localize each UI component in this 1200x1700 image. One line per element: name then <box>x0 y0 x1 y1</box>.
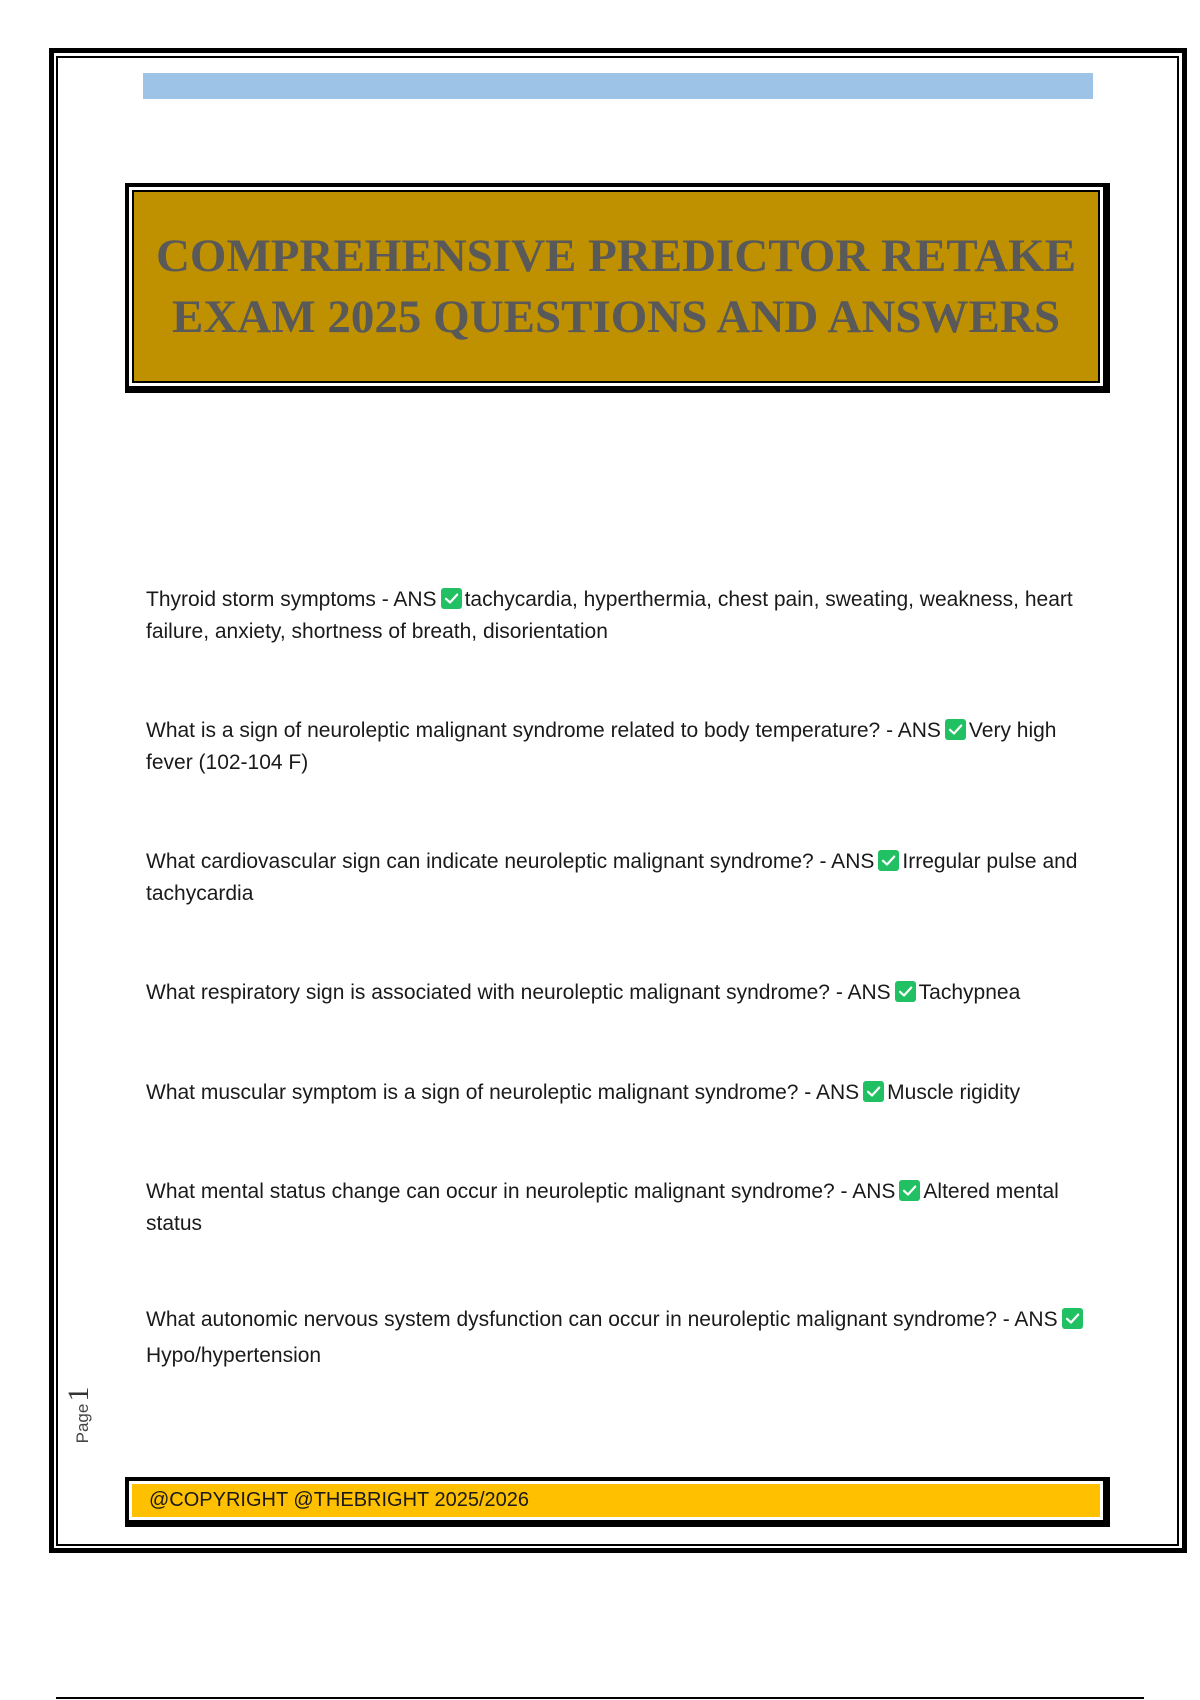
check-mark-icon <box>878 850 899 871</box>
answer-text: Tachypnea <box>918 981 1021 1004</box>
page-number: 1 <box>62 1386 95 1402</box>
answer-text: Very high fever (102-104 F) <box>146 719 1057 774</box>
qa-item <box>146 584 1101 648</box>
check-mark-icon <box>895 981 916 1002</box>
footer-box <box>125 1477 1110 1527</box>
qa-item <box>146 977 1101 1009</box>
copyright-text: @COPYRIGHT @THEBRIGHT 2025/2026 <box>149 1489 529 1511</box>
answer-text: tachycardia, hyperthermia, chest pain, sweating, weakness, heart failure, anxiety, shortness of breath, disorientation <box>146 588 1073 643</box>
question-text: Thyroid storm symptoms - ANS <box>146 588 437 611</box>
check-mark-icon <box>899 1180 920 1201</box>
answer-text: Hypo/hypertension <box>146 1344 322 1367</box>
qa-list <box>146 584 1101 1374</box>
check-mark-icon <box>863 1081 884 1102</box>
qa-item <box>146 1176 1101 1240</box>
qa-item <box>146 846 1101 910</box>
check-mark-icon <box>441 588 462 609</box>
qa-item <box>146 1077 1101 1109</box>
question-text: What mental status change can occur in neuroleptic malignant syndrome? - ANS <box>146 1180 896 1203</box>
header-color-bar <box>143 73 1093 99</box>
check-mark-icon <box>945 719 966 740</box>
answer-text: Altered mental status <box>146 1180 1059 1235</box>
check-mark-icon <box>1062 1308 1083 1329</box>
question-text: What respiratory sign is associated with neuroleptic malignant syndrome? - ANS <box>146 981 891 1004</box>
title-banner <box>132 190 1100 383</box>
question-text: What muscular symptom is a sign of neuroleptic malignant syndrome? - ANS <box>146 1081 860 1104</box>
question-text: What is a sign of neuroleptic malignant syndrome related to body temperature? - ANS <box>146 719 941 742</box>
qa-item <box>146 715 1101 779</box>
title-box <box>125 183 1110 393</box>
bottom-divider <box>56 1697 1144 1699</box>
page-word: Page <box>73 1403 92 1444</box>
answer-text: Muscle rigidity <box>887 1081 1021 1104</box>
question-text: What cardiovascular sign can indicate neuroleptic malignant syndrome? - ANS <box>146 850 875 873</box>
document-title: COMPREHENSIVE PREDICTOR RETAKE EXAM 2025 QUESTIONS AND ANSWERS <box>155 229 1077 343</box>
footer-banner <box>132 1484 1100 1517</box>
question-text: What autonomic nervous system dysfunction can occur in neuroleptic malignant syndrome? - ANS <box>146 1308 1058 1331</box>
qa-item <box>146 1302 1101 1374</box>
page-number-label <box>62 1385 122 1445</box>
answer-text: Irregular pulse and tachycardia <box>146 850 1078 905</box>
